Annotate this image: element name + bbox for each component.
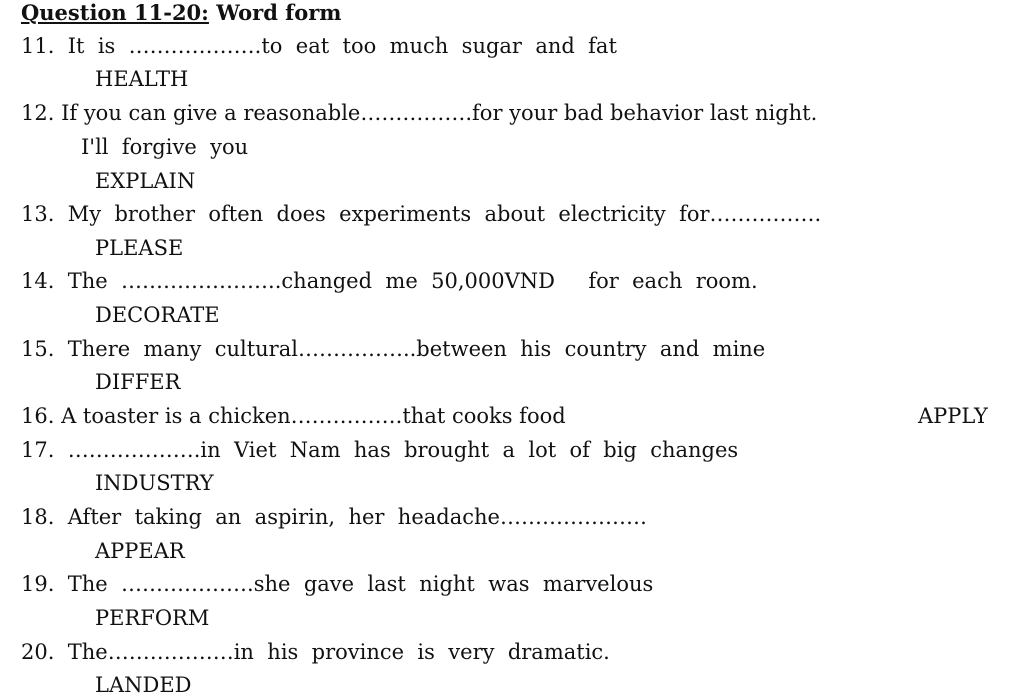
- question-19-word: PERFORM: [95, 606, 210, 630]
- question-12-continuation: I'll forgive you: [81, 135, 249, 159]
- question-14-word: DECORATE: [95, 303, 220, 327]
- question-16-sentence: 16. A toaster is a chicken…………….that cooks food: [21, 404, 566, 428]
- question-16-word: APPLY: [918, 404, 988, 428]
- question-17-sentence: 17. ……………….in Viet Nam has brought a lot of big changes: [21, 438, 739, 462]
- heading-question-range: Question 11-20:: [21, 0, 209, 25]
- question-13-sentence: 13. My brother often does experiments about electricity for…………….: [21, 202, 822, 226]
- question-14-sentence: 14. The …………………..changed me 50,000VND for each room.: [21, 269, 758, 293]
- question-11-word: HEALTH: [95, 67, 189, 91]
- question-12-word: EXPLAIN: [95, 169, 196, 193]
- section-heading: [21, 0, 342, 26]
- question-18-sentence: 18. After taking an aspirin, her headache…………………: [21, 505, 647, 529]
- question-12-sentence: 12. If you can give a reasonable…………….for your bad behavior last night.: [21, 101, 818, 125]
- question-20-sentence: 20. The………………in his province is very dramatic.: [21, 640, 610, 664]
- question-18-word: APPEAR: [95, 539, 185, 563]
- question-13-word: PLEASE: [95, 236, 184, 260]
- heading-topic: Word form: [208, 0, 342, 25]
- question-19-sentence: 19. The ……………….she gave last night was marvelous: [21, 572, 654, 596]
- question-15-sentence: 15. There many cultural……………..between his country and mine: [21, 337, 766, 361]
- question-17-word: INDUSTRY: [95, 471, 214, 495]
- question-15-word: DIFFER: [95, 370, 181, 394]
- question-11-sentence: 11. It is ……………….to eat too much sugar and fat: [21, 34, 617, 58]
- question-20-word: LANDED: [95, 673, 192, 697]
